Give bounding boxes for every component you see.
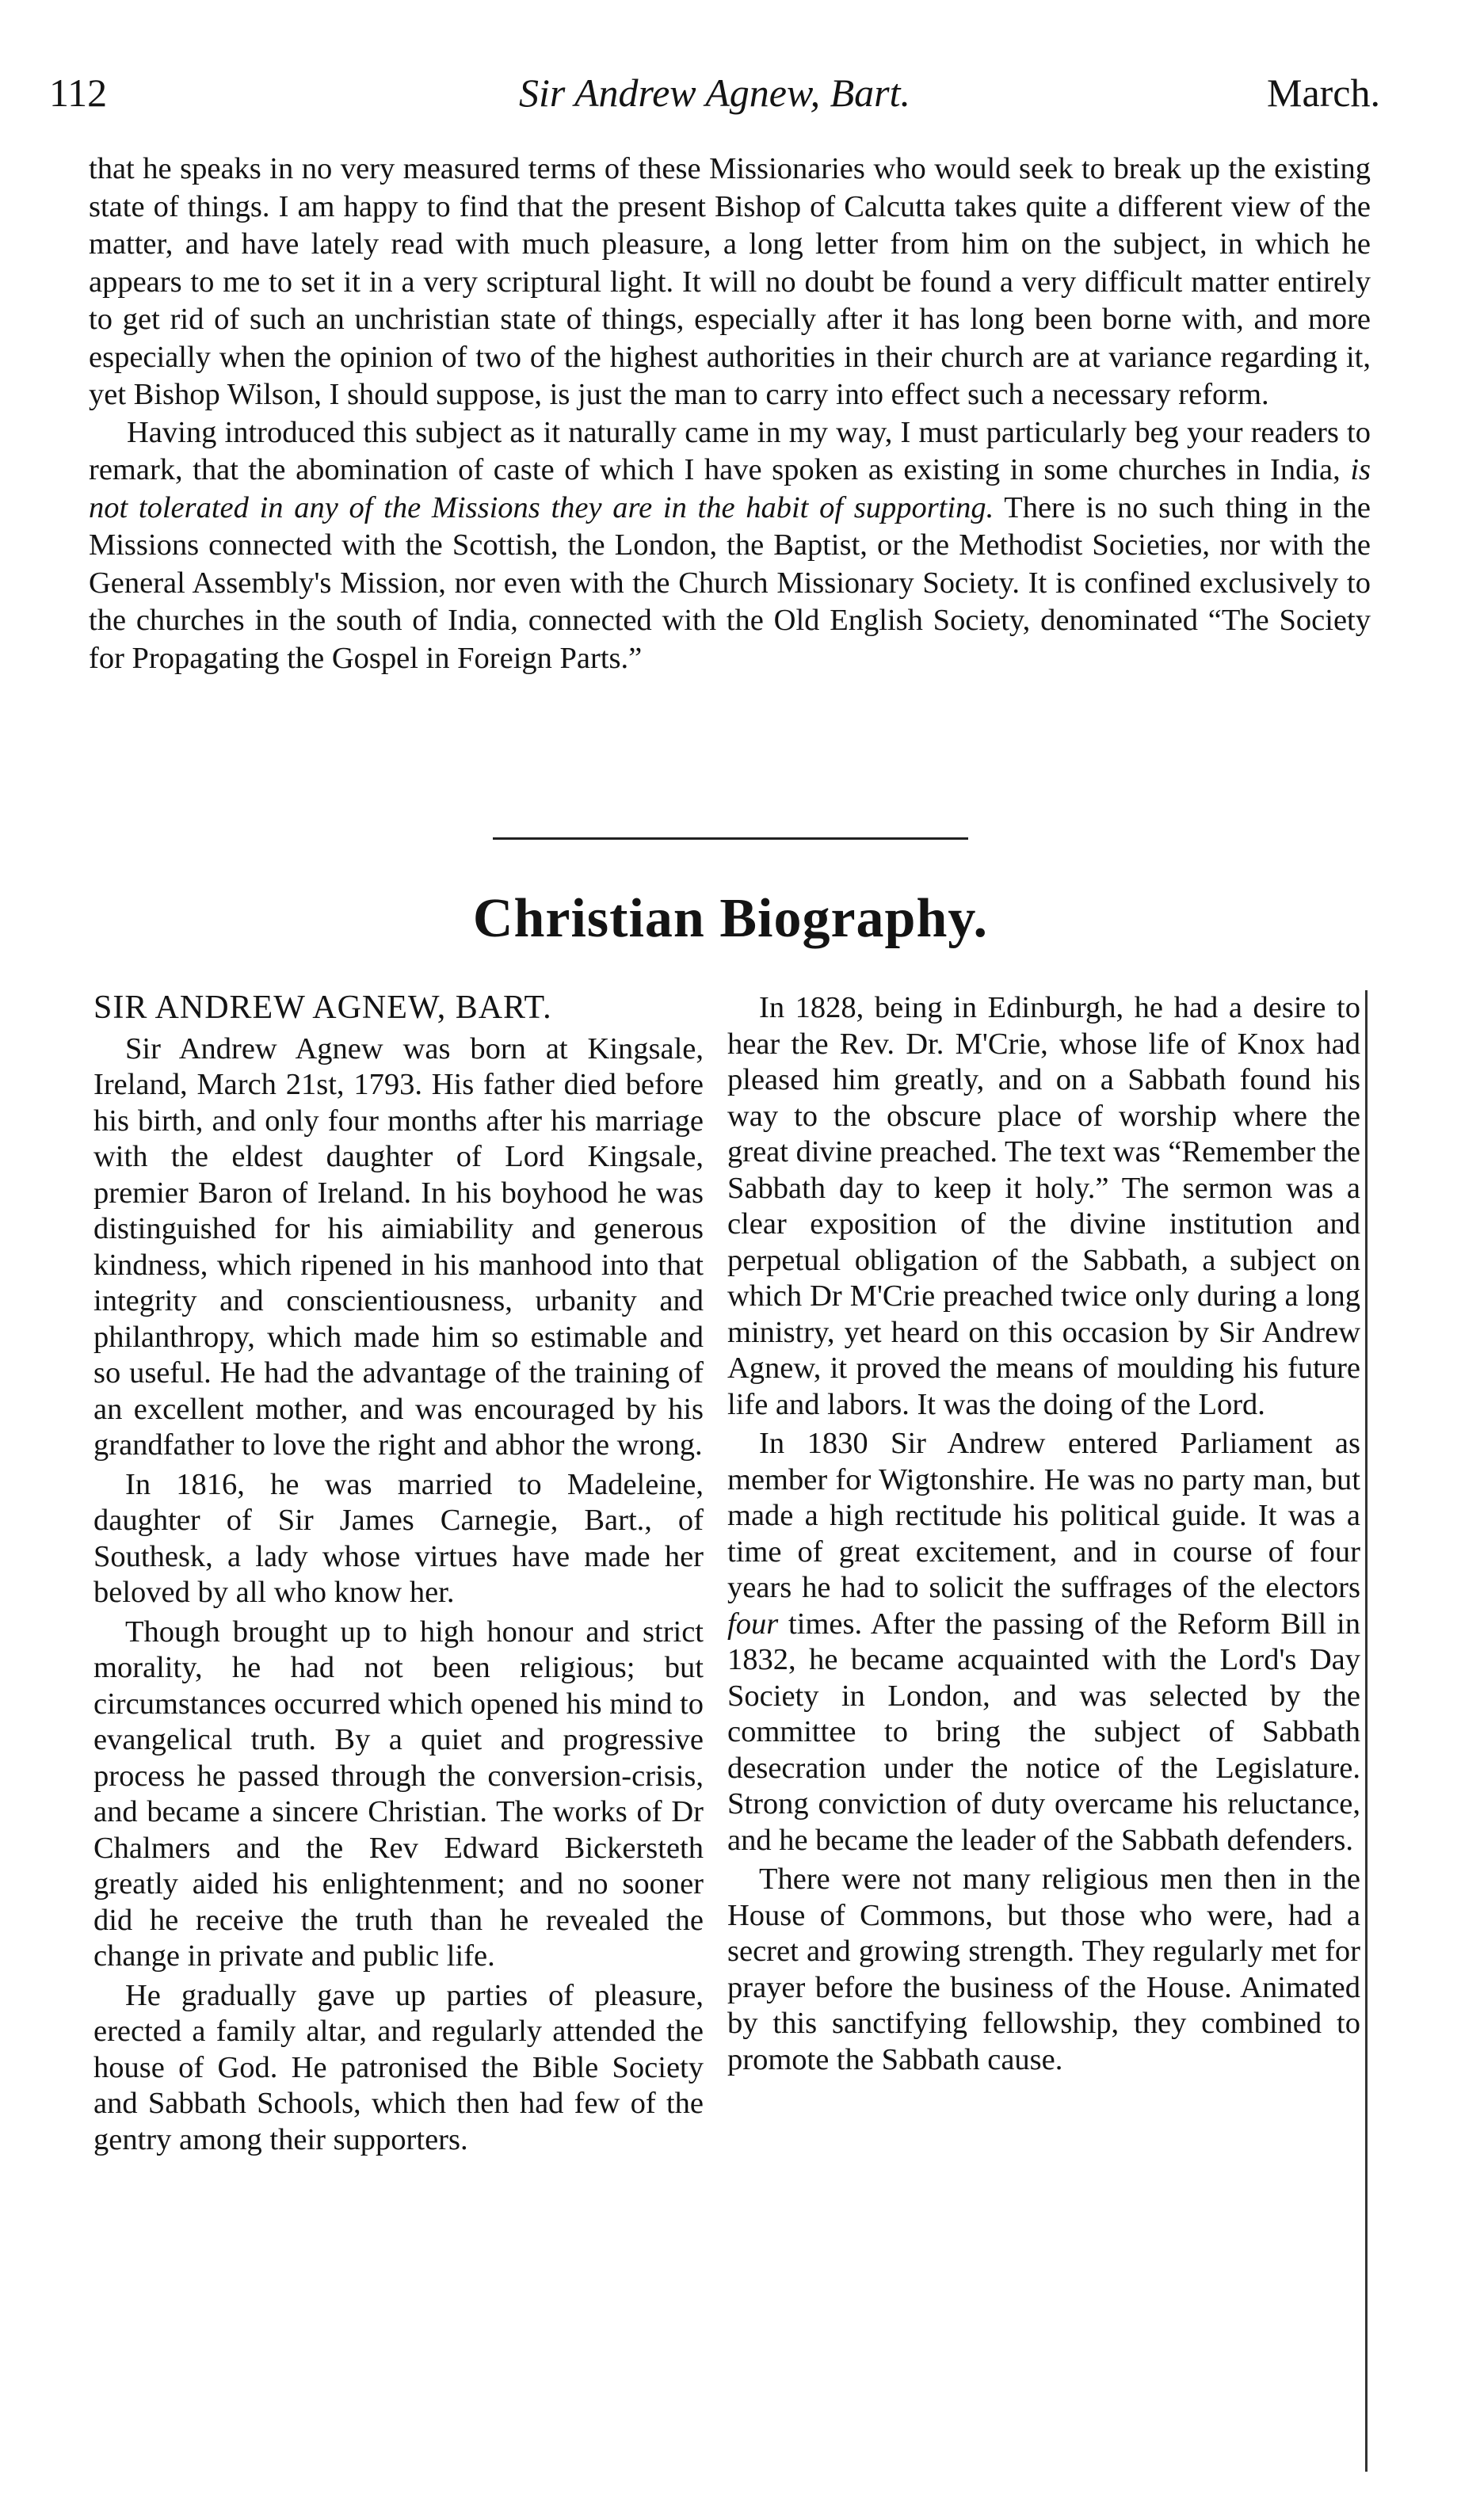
article-paragraph [727, 1426, 1360, 1859]
intro-paragraph-2-emphasis: is not tolerated in any of the Missions they are in the habit of supporting. [89, 453, 1371, 524]
paragraph-end: times. After the passing of the Reform Bill in 1832, he became acquainted with the Lord's Day Society in London, and was selected by the committee to bring the subject of Sabbath desecration under the notice of the Legislature. Strong conviction of duty overcame his reluctance, and he became the leader of the Sabbath defenders. [727, 1607, 1360, 1857]
article-paragraph: In 1828, being in Edinburgh, he had a desire to hear the Rev. Dr. M'Crie, whose life of Knox had pleased him greatly, and on a Sabbath found his way to the obscure place of worship where the great divine preached. The text was “Remember the Sabbath day to keep it holy.” The sermon was a clear exposition of the divine institution and perpetual obligation of the Sabbath, a subject on which Dr M'Crie preached twice only during a long ministry, yet heard on this occasion by Sir Andrew Agnew, it proved the means of moulding his future life and labors. It was the doing of the Lord. [727, 991, 1360, 1421]
running-header [49, 70, 1380, 133]
intro-paragraph-2-start: Having introduced this subject as it naturally came in my way, I must particularly beg your readers to remark, that the abomination of caste of which I have spoken as existing in some churches in India, [89, 415, 1371, 486]
article-paragraph: Though brought up to high honour and strict morality, he had not been religious; but circumstances occurred which opened his mind to evangelical truth. By a quiet and progressive process he passed through the conversion-crisis, and became a sincere Christian. The works of Dr Chalmers and the Rev Edward Bickersteth greatly aided his enlightenment; and no sooner did he receive the truth than he revealed the change in private and public life. [93, 1615, 704, 1973]
emphasis: four [727, 1607, 779, 1641]
intro-paragraph-1: that he speaks in no very measured terms of these Missionaries who would seek to break up the existing state of things. I am happy to find that the present Bishop of Calcutta takes quite a different view of the matter, and have lately read with much pleasure, a long letter from him on the subject, in which he appears to me to set it in a very scriptural light. It will no doubt be found a very difficult matter entirely to get rid of such an unchristian state of things, especially after it has long been borne with, and more especially when the opinion of two of the highest authorities in their church are at variance regarding it, yet Bishop Wilson, I should suppose, is just the man to carry into effect such a necessary reform. [89, 152, 1371, 411]
running-title: Sir Andrew Agnew, Bart. [519, 71, 910, 115]
intro-paragraph-2 [89, 414, 1371, 678]
left-column [93, 990, 704, 2161]
intro-paragraph-2-end: There is no such thing in the Missions connected with the Scottish, the London, the Baptist, or the Methodist Societies, nor with the General Assembly's Mission, nor even with the Church Missionary Society. It is confined exclusively to the churches in the south of India, connected with the Old English Society, denominated “The Society for Propagating the Gospel in Foreign Parts.” [89, 490, 1371, 675]
article-paragraph: He gradually gave up parties of pleasure, erected a family altar, and regularly attended the house of God. He patronised the Bible Society and Sabbath Schools, which then had few of the gentry among their supporters. [93, 1978, 704, 2156]
right-column [727, 990, 1368, 2472]
section-title: Christian Biography. [472, 888, 989, 949]
intro-text [89, 151, 1371, 677]
header-month: March. [1267, 71, 1380, 115]
article-paragraph: In 1816, he was married to Madeleine, daughter of Sir James Carnegie, Bart., of Southesk, a lady whose virtues have made her beloved by all who know her. [93, 1467, 704, 1609]
article-paragraph: Sir Andrew Agnew was born at Kingsale, Ireland, March 21st, 1793. His father died before his birth, and only four months after his marriage with the eldest daughter of Lord Kingsale, premier Baron of Ireland. In his boyhood he was distinguished for his aimiability and generous kindness, which ripened in his manhood into that integrity and conscientiousness, urbanity and philanthropy, which made him so estimable and so useful. He had the advantage of the training of an excellent mother, and was encouraged by his grandfather to love the right and abhor the wrong. [93, 1031, 704, 1462]
article-title: SIR ANDREW AGNEW, BART. [93, 989, 552, 1026]
section-divider [493, 837, 968, 840]
page-number: 112 [49, 71, 108, 115]
paragraph-start: In 1830 Sir Andrew entered Parliament as member for Wigtonshire. He was no party man, but made a high rectitude his political guide. It was a time of great excitement, and in course of four years he had to solicit the suffrages of the electors [727, 1427, 1360, 1604]
article-paragraph: There were not many religious men then in the House of Commons, but those who were, had a secret and growing strength. They regularly met for prayer before the business of the House. Animated by this sanctifying fellowship, they combined to promote the Sabbath cause. [727, 1862, 1360, 2076]
